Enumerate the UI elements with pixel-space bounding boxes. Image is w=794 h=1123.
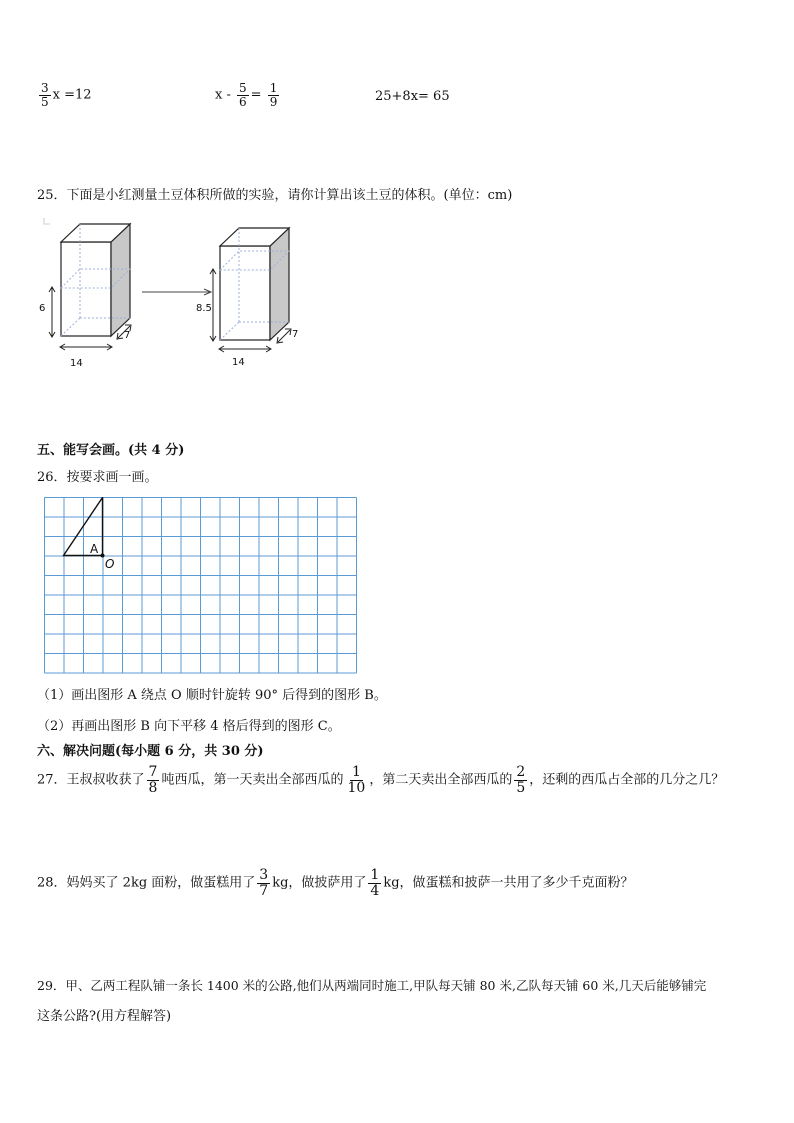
container-before xyxy=(39,224,131,369)
question-27 xyxy=(37,765,724,795)
question-25-text: 25．下面是小红测量土豆体积所做的实验，请你计算出该土豆的体积。(单位：cm) xyxy=(37,188,513,203)
denominator: 6 xyxy=(239,94,247,109)
equation-2-pre: x - xyxy=(215,87,231,103)
fraction xyxy=(39,82,51,108)
container-after xyxy=(196,228,298,368)
q27-part-4: ，还剩的西瓜占全部的几分之几？ xyxy=(529,772,725,788)
equals-sign: = xyxy=(250,87,262,103)
numerator: 1 xyxy=(351,764,361,780)
question-28 xyxy=(37,868,634,898)
height-label-after: 8.5 xyxy=(196,303,212,314)
section-5-title: 五、能写会画。(共 4 分) xyxy=(37,443,185,458)
question-26-sub-1: （1）画出图形 A 绕点 O 顺时针旋转 90° 后得到的图形 B。 xyxy=(37,688,387,703)
point-o xyxy=(101,554,105,558)
depth-label-before: 7 xyxy=(124,330,131,341)
q27-part-3: ，第二天卖出全部西瓜的 xyxy=(369,772,513,788)
q28-part-1: 28．妈妈买了 2kg 面粉，做蛋糕用了 xyxy=(37,875,256,891)
label-a: A xyxy=(90,542,99,556)
width-label-after: 14 xyxy=(232,357,245,368)
drawing-grid xyxy=(44,497,360,677)
equation-1-rest: x =12 xyxy=(52,87,92,103)
grid-lines xyxy=(45,498,357,674)
question-26-text: 26．按要求画一画。 xyxy=(37,470,158,485)
numerator: 5 xyxy=(239,81,247,95)
numerator: 2 xyxy=(516,764,526,780)
width-label-before: 14 xyxy=(70,358,83,369)
denominator: 4 xyxy=(370,882,380,899)
fraction xyxy=(345,765,367,795)
fraction xyxy=(257,868,270,898)
question-29-line-1: 29．甲、乙两工程队铺一条长 1400 米的公路,他们从两端同时施工,甲队每天铺 80 米,乙队每天铺 60 米,几天后能够铺完 xyxy=(37,978,707,993)
equation-3: 25+8x= 65 xyxy=(375,89,450,104)
fraction xyxy=(368,868,381,898)
fraction xyxy=(147,765,160,795)
fraction xyxy=(268,82,280,108)
equation-2 xyxy=(215,82,281,108)
q27-part-2: 吨西瓜，第一天卖出全部西瓜的 xyxy=(161,772,344,788)
numerator: 7 xyxy=(148,764,158,780)
question-29-line-2: 这条公路?(用方程解答) xyxy=(37,1009,172,1024)
q28-part-2: kg，做披萨用了 xyxy=(272,875,367,891)
potato-experiment-figure xyxy=(30,212,330,372)
denominator: 5 xyxy=(516,779,526,796)
q28-part-3: kg，做蛋糕和披萨一共用了多少千克面粉？ xyxy=(383,875,634,891)
fraction xyxy=(514,765,527,795)
numerator: 1 xyxy=(269,81,278,95)
denominator: 9 xyxy=(269,94,278,109)
numerator: 3 xyxy=(259,867,269,883)
denominator: 10 xyxy=(347,779,366,796)
numerator: 1 xyxy=(370,867,380,883)
label-o: O xyxy=(105,557,115,571)
q27-part-1: 27．王叔叔收获了 xyxy=(37,772,145,788)
section-6-title: 六、解决问题(每小题 6 分，共 30 分) xyxy=(37,744,264,759)
denominator: 5 xyxy=(41,94,49,109)
fraction xyxy=(237,82,249,108)
depth-label-after: 7 xyxy=(292,329,299,340)
numerator: 3 xyxy=(41,81,49,95)
denominator: 7 xyxy=(259,882,269,899)
question-26-sub-2: （2）再画出图形 B 向下平移 4 格后得到的图形 C。 xyxy=(37,719,341,734)
equation-1 xyxy=(37,82,92,108)
denominator: 8 xyxy=(148,779,158,796)
height-label-before: 6 xyxy=(39,303,46,314)
